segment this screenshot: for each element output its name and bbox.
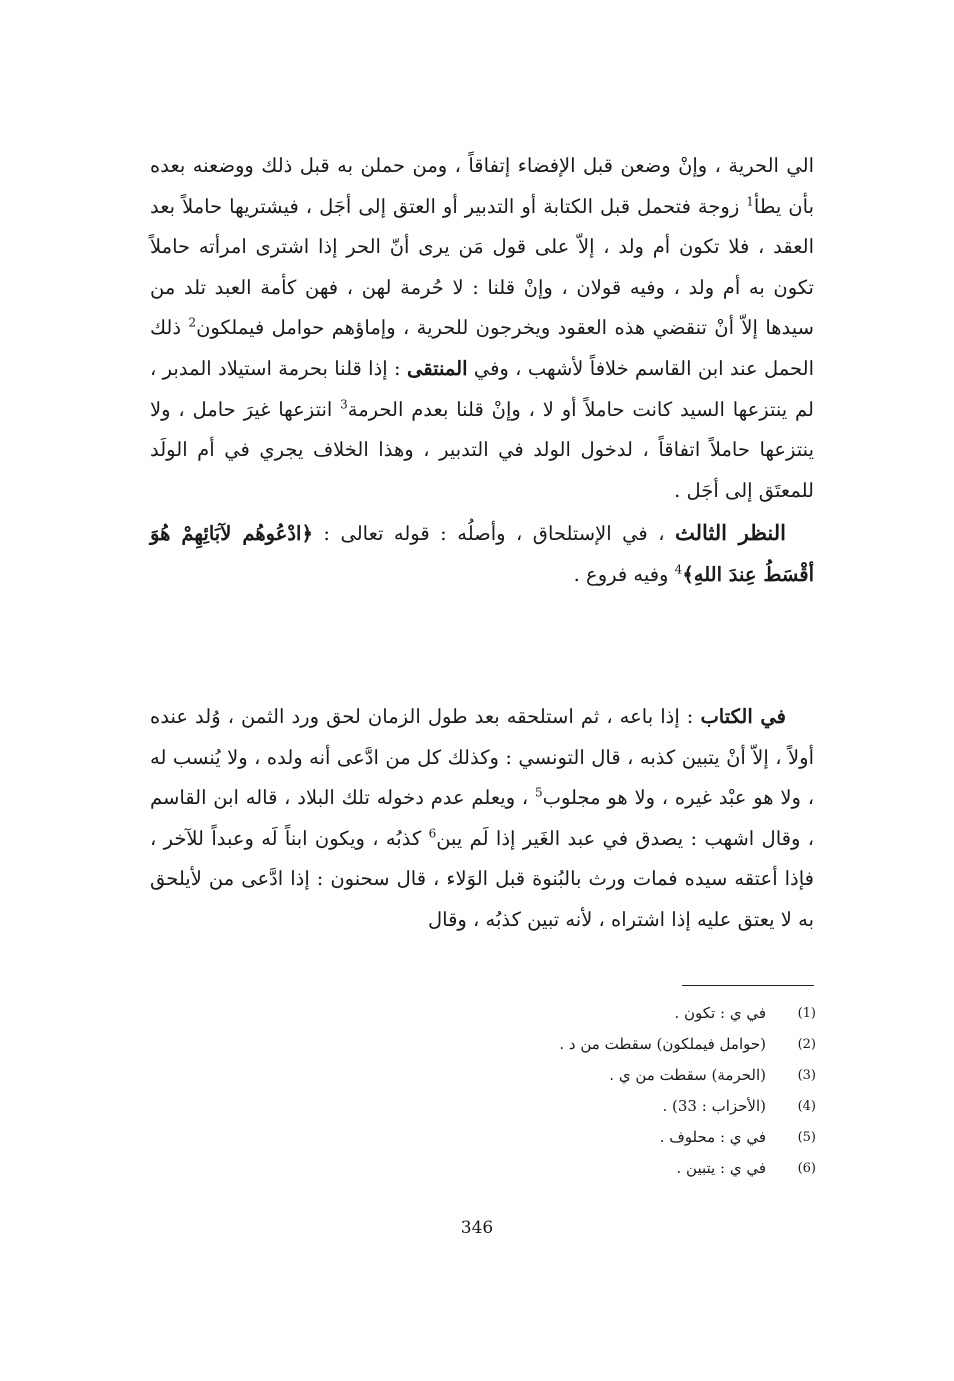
paragraph-3: في الكتاب : إذا باعه ، ثم استلحقه بعد طول الزمان لحق ورد الثمن ، وُلد عنده أولاً ، إلاّ أنْ يتبين كذبه ، قال التونسي : وكذلك كل من ادَّعى أنه ولده ، ولا يُنسب له ، ولا هو عبْد غيره ، ولا هو مجلوب$^5$ ، ويعلم عدم دخوله تلك البلاد ، قاله ابن القاسم ، وقال اشهب : يصدق في عبد الغَير إذا لَم يبن$^6$ كذبُه ، ويكون ابناً لَه وعبداً للآخر ، فإذا أعتقه سيده فمات ورث بالبُنوة قبل الوَلاء ، قال سحنون : إذا ادَّعى من لأيلحق به لا يعتق عليه إذا اشتراه ، لأنه تبين كذبُه ، وقال bbox=[150, 705, 814, 931]
footnote-text: (الأحزاب : 33) . bbox=[662, 1097, 766, 1115]
bold-term-kitab: في الكتاب bbox=[700, 705, 786, 728]
paragraph-1: الي الحرية ، وإنْ وضعن قبل الإفضاء إتفاقاً ، ومن حملن به قبل ذلك ووضعنه بعده بأن يطأ$^1$ زوجة فتحمل قبل الكتابة أو التدبير أو العتق إلى أجَل ، فيشتريها حاملاً بعد العقد ، فلا تكون أم ولد ، إلاّ على قول مَن يرى أنّ الحر إذا اشترى امرأته حاملاً تكون به أم ولد ، وفيه قولان ، وإنْ قلنا : لا حُرمة لهن ، فهن كأمة العبد تلد من سيدها إلاّ أنْ تنقضي هذه العقود ويخرجون للحرية ، وإماؤهم حوامل فيملكون$^2$ ذلك الحمل عند ابن القاسم خلافاً لأشهب ، وفي المنتقى : إذا قلنا بحرمة استيلاد المدبر ، لم ينتزعها السيد كانت حاملاً أو لا ، وإنْ قلنا بعدم الحرمة$^3$ انتزعها غيرَ حامل ، ولا ينتزعها حاملاً اتفاقاً ، لدخول الولد في التدبير ، وهذا الخلاف يجري في أم الولَد للمعتَق إلى أجَل . bbox=[150, 154, 815, 502]
footnote-text: (الحرمة) سقطت من ي . bbox=[609, 1066, 766, 1084]
bold-term-muntaqa: المنتقى bbox=[406, 356, 468, 380]
footnote-item bbox=[400, 1091, 816, 1122]
footnote-item bbox=[400, 998, 816, 1029]
footnote-ref-2[interactable]: 2 bbox=[188, 315, 197, 330]
page-number: 346 bbox=[460, 1218, 494, 1238]
footnote-text: في ي : محلوف . bbox=[659, 1128, 766, 1146]
paragraph-2: النظر الثالث ، في الإستلحاق ، وأصلُه : قوله تعالى : ﴿ادْعُوهُم لآبَائِهِمْ هُوَ أقْسَطُ عِندَ اللهِ﴾$^4$ وفيه فروع . bbox=[150, 520, 814, 586]
footnote-number: (3) bbox=[797, 1068, 816, 1083]
footnote-divider bbox=[682, 985, 814, 986]
quran-verse: ﴿ادْعُوهُم لآبَائِهِمْ هُوَ أقْسَطُ عِندَ اللهِ﴾ bbox=[150, 522, 814, 586]
footnote-item bbox=[400, 1060, 816, 1091]
footnote-number: (2) bbox=[797, 1037, 816, 1052]
footnote-text: (حوامل فيملكون) سقطت من د . bbox=[559, 1035, 766, 1053]
footnote-item bbox=[400, 1153, 816, 1184]
footnote-number: (4) bbox=[797, 1099, 816, 1114]
footnote-text: في ي : تكون . bbox=[674, 1004, 766, 1022]
footnotes bbox=[400, 998, 816, 1184]
footnote-item bbox=[400, 1029, 816, 1060]
footnote-number: (5) bbox=[797, 1130, 816, 1145]
footnote-number: (6) bbox=[797, 1161, 816, 1176]
footnote-item bbox=[400, 1122, 816, 1153]
footnote-ref-5[interactable]: 5 bbox=[534, 785, 543, 800]
footnote-ref-4[interactable]: 4 bbox=[674, 562, 683, 577]
footnote-text: في ي : يتبين . bbox=[676, 1159, 766, 1177]
footnote-ref-3[interactable]: 3 bbox=[340, 397, 348, 412]
main-text-block bbox=[150, 146, 814, 596]
footnote-ref-1[interactable]: 1 bbox=[746, 194, 754, 209]
section-heading-third-consideration: النظر الثالث bbox=[675, 520, 787, 546]
footnote-number: (1) bbox=[797, 1006, 816, 1021]
footnote-ref-6[interactable]: 6 bbox=[428, 826, 437, 841]
